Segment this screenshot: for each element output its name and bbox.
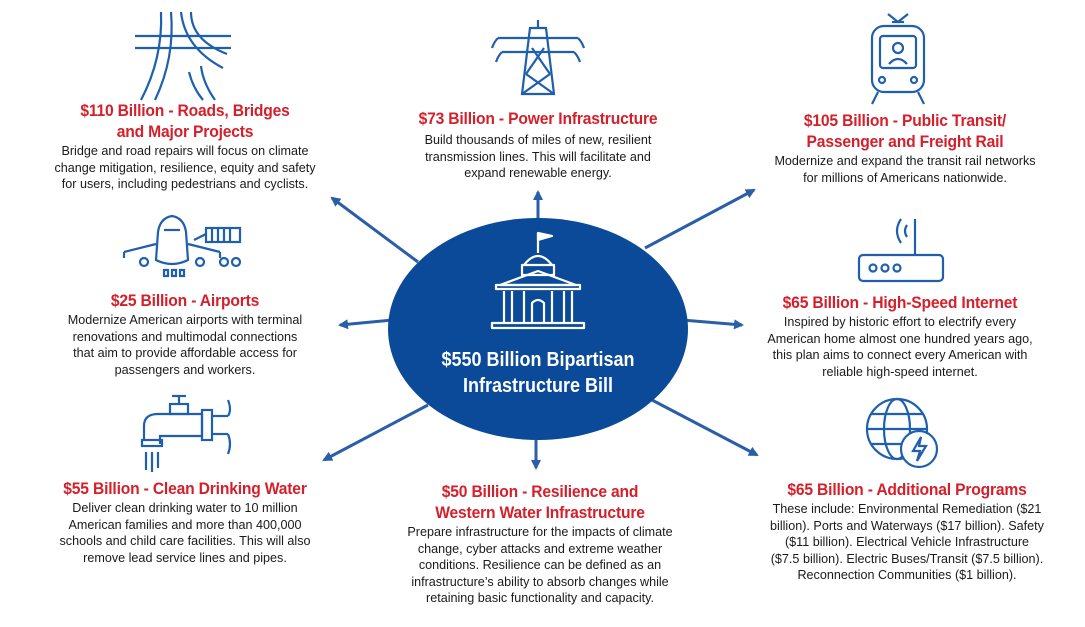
roads-desc [20, 143, 350, 193]
transmission-tower-icon [488, 18, 588, 96]
transit-block [735, 110, 1075, 186]
center-title [403, 347, 673, 399]
internet-desc [740, 314, 1060, 380]
airports-desc-line4: passengers and workers. [114, 362, 256, 377]
resilience-desc-line1: Prepare infrastructure for the impacts of climate [407, 525, 673, 539]
water-desc [25, 500, 345, 566]
transit-title-line1: $105 Billion - Public Transit/ [803, 111, 1007, 130]
additional-desc-line5: Reconnection Communities ($1 billion). [797, 568, 1017, 582]
water-desc-line4: remove lead service lines and pipes. [83, 550, 287, 565]
airports-block [30, 290, 340, 378]
water-faucet-icon [136, 392, 236, 476]
power-desc [378, 132, 698, 182]
water-block [25, 478, 345, 566]
transit-desc [735, 153, 1075, 186]
resilience-block [380, 481, 700, 607]
airports-title [42, 290, 327, 311]
transit-desc-line2: for millions of Americans nationwide. [803, 170, 1007, 185]
internet-block [740, 292, 1060, 380]
power-title-line1: $73 Billion - Power Infrastructure [418, 109, 658, 128]
airports-title-line1: $25 Billion - Airports [110, 291, 260, 310]
roads-title-line2: and Major Projects [116, 122, 254, 141]
arrow-additional [652, 400, 757, 455]
internet-desc-line3: this plan aims to connect every American with [772, 348, 1028, 362]
train-icon [866, 10, 930, 106]
arrow-airports [340, 320, 393, 325]
roads-block [20, 100, 350, 193]
airports-desc-line3: that aim to provide affordable access for [73, 346, 297, 360]
roads-desc-line2: change mitigation, resilience, equity and safety [54, 160, 316, 175]
additional-title [755, 479, 1059, 500]
wifi-router-icon [855, 203, 945, 285]
internet-desc-line2: American home almost one hundred years ago, [767, 331, 1033, 346]
roads-title [33, 100, 337, 142]
additional-desc-line1: These include: Environmental Remediation ($21 [772, 502, 1042, 516]
additional-desc-line2: billion). Ports and Waterways ($17 billion). Safety [770, 518, 1044, 533]
resilience-title-line2: Western Water Infrastructure [435, 503, 645, 522]
additional-desc-line3: ($11 billion). Electrical Vehicle Infrastructure [784, 535, 1030, 549]
center-title-line1: $550 Billion Bipartisan [441, 349, 635, 371]
resilience-title-line1: $50 Billion - Resilience and [441, 482, 639, 501]
resilience-desc [380, 524, 700, 607]
arrow-internet [682, 320, 742, 325]
transit-title [749, 110, 1062, 152]
power-desc-line3: expand renewable energy. [464, 166, 612, 180]
arrow-transit [645, 190, 754, 248]
transit-title-line2: Passenger and Freight Rail [806, 132, 1004, 151]
power-desc-line2: transmission lines. This will facilitate and [425, 149, 651, 164]
arrow-water [324, 405, 428, 460]
resilience-desc-line2: change, cyber attacks and extreme weather [417, 541, 663, 556]
internet-desc-line4: reliable high-speed internet. [822, 364, 978, 379]
power-block [378, 108, 698, 182]
water-desc-line2: American families and more than 400,000 [68, 517, 302, 532]
power-title [391, 108, 685, 129]
resilience-desc-line4: infrastructure’s ability to absorb changes while [411, 574, 669, 589]
roads-title-line1: $110 Billion - Roads, Bridges [80, 101, 290, 120]
water-desc-line1: Deliver clean drinking water to 10 million [72, 501, 298, 515]
resilience-desc-line3: conditions. Resilience can be defined as an [418, 558, 662, 572]
airports-desc [30, 312, 340, 378]
internet-title-line1: $65 Billion - High-Speed Internet [782, 293, 1018, 312]
roads-desc-line1: Bridge and road repairs will focus on climate [61, 144, 309, 158]
airports-desc-line1: Modernize American airports with terminal [67, 313, 303, 327]
roads-desc-line3: for users, including pedestrians and cyclists. [61, 177, 309, 191]
capitol-building-icon [482, 227, 594, 339]
additional-block [742, 479, 1072, 584]
water-title-line1: $55 Billion - Clean Drinking Water [63, 479, 307, 498]
airports-desc-line2: renovations and multimodal connections [72, 329, 298, 344]
power-desc-line1: Build thousands of miles of new, resilient [424, 133, 652, 147]
globe-lightning-icon [863, 393, 943, 473]
water-desc-line3: schools and child care facilities. This will also [59, 534, 311, 548]
internet-title [753, 292, 1047, 313]
additional-desc-line4: ($7.5 billion). Electric Buses/Transit ($7.5 billion). [770, 551, 1044, 566]
internet-desc-line1: Inspired by historic effort to electrify every [783, 315, 1017, 329]
water-title [38, 478, 332, 499]
resilience-desc-line5: retaining basic functionality and capacity. [426, 591, 654, 605]
additional-title-line1: $65 Billion - Additional Programs [787, 480, 1027, 499]
airplane-icon [120, 212, 244, 282]
center-title-line2: Infrastructure Bill [462, 375, 614, 397]
highway-interchange-icon [133, 8, 233, 104]
additional-desc [742, 501, 1072, 584]
resilience-title [393, 481, 687, 523]
arrow-roads [332, 198, 418, 262]
transit-desc-line1: Modernize and expand the transit rail networks [774, 154, 1036, 168]
